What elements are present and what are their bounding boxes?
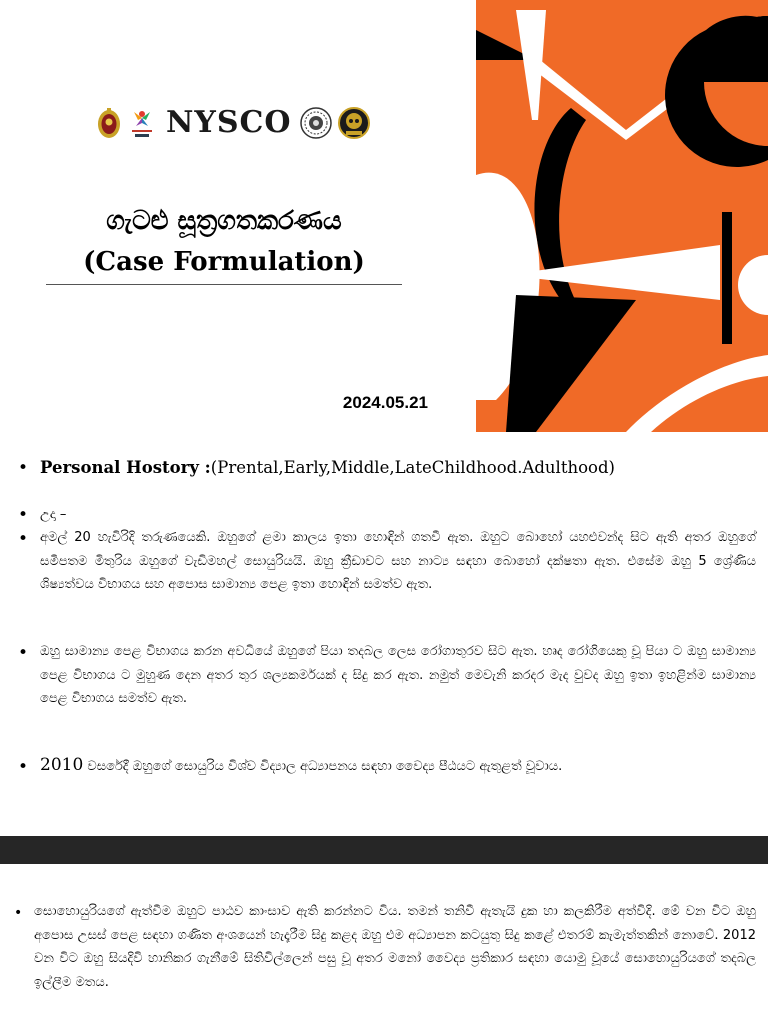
list-item: [18, 455, 756, 481]
personal-history-slide: [0, 440, 768, 836]
paragraph-anxiety: සොහොයුරියගේ ඇත්වීම ඔහුට පාඨව කාංසාව ඇති කරන්නට විය. තමන් තනිවී ඇතැයි දුක හා කලකිරීම අත්විදි. මේ වන විට ඔහු අපොස උසස් පෙළ සඳහා ගණිත අංශයෙන් හැදෑරීම සිදු කළද ඔහු එම අධ්‍යාපන කටයුතු සිදු කළේ එතරම් කැමැත්තකින් නොවේ. 2012 වන විට ඔහු සියදිවි හානිකර ගැනීමේ සිතිවිල්ලෙන් පසු වූ අතර මනෝ වෛද්‍ය ප්‍රතිකාර සඳහා යොමු වූයේ සොහොයුරියගේ තදබල ඉල්ලීම මතය.: [34, 904, 756, 990]
bullet-icon: •: [18, 529, 29, 549]
slide-divider: [0, 836, 768, 864]
bullet-icon: •: [18, 505, 29, 525]
year-2010: 2010: [40, 755, 84, 775]
section-heading-label: Personal Hostory :: [40, 458, 211, 477]
nysco-seal-icon: [300, 107, 332, 139]
bullet-icon: •: [14, 905, 23, 921]
list-item: [14, 900, 756, 1018]
list-item: [18, 526, 756, 622]
nysco-wordmark: NYSCO: [166, 105, 292, 140]
list-item: [18, 640, 756, 736]
presentation-date: 2024.05.21: [342, 393, 428, 412]
section-heading: [40, 455, 756, 481]
paragraph-sister-university-text: වසරේදී ඔහුගේ සොයුරිය විශ්ව විද්‍යාල අධ්‍යාපනය සඳහා වෛද්‍ය පීඨයට ඇතුළත් වූවාය.: [83, 759, 563, 774]
abstract-orange-artwork: [476, 0, 768, 432]
list-item: [18, 754, 756, 804]
title-underline: [46, 284, 402, 285]
title-slide: [0, 0, 768, 432]
section-heading-periods: (Prental,Early,Middle,LateChildhood.Adulthood): [210, 458, 615, 477]
bullet-icon: •: [18, 757, 29, 777]
example-label: උදා –: [40, 507, 67, 522]
logo-strip: [96, 103, 370, 143]
paragraph-childhood: අමල් 20 හැවිරිදි තරුණයෙකි. ඔහුගේ ළමා කාලය ඉතා හොඳින් ගතවී ඇත. ඔහුට බොහෝ යහළුවන්ද සිට ඇති අතර ඔහුගේ සමීපතම මිතුරිය ඔහුගේ වැඩිමහල් සොයුරියයි. ඔහු ක්‍රීඩාවට සහ නාට්‍ය සඳහා බොහෝ දක්ෂතා ඇත. එසේම ඔහු 5 ශ්‍රේණිය ශිෂ්‍යත්වය විභාගය සහ අපොස සාමාන්‍ය පෙළ ඉතා හොඳින් සමත්ව ඇත.: [40, 530, 756, 592]
title-sinhala: ගැටළු සූත්‍රගතකරණය: [106, 206, 342, 236]
paragraph-father-illness: ඔහු සාමාන්‍ය පෙළ විභාගය කරන අවධියේ ඔහුගේ පියා තදබල ලෙස රෝගාතුරව සිට ඇත. හෘද රෝගියෙකු වූ පියා ට ඔහු සාමාන්‍ය පෙළ විභාගය ට මුහුණ දෙන අතර තුර ශල්‍යකර්මයක් ද සිදු කර ඇත. නමුත් මෙවැනි කරදර මැද වුවද ඔහු ඉතා ඉහළින්ම සාමාන්‍ය පෙළ විභාගය සමත්ව ඇත.: [40, 644, 756, 706]
bullet-icon: •: [18, 643, 29, 663]
title-english: (Case Formulation): [83, 247, 365, 277]
list-item: [18, 502, 756, 528]
sri-lanka-youth-logo-icon: [128, 106, 156, 140]
sri-lanka-emblem-icon: [96, 106, 122, 140]
continuation-slide: [0, 864, 768, 1024]
anniversary-45-badge-icon: [338, 107, 370, 139]
paragraph-sister-university: [40, 754, 756, 779]
bullet-icon: •: [18, 458, 29, 478]
